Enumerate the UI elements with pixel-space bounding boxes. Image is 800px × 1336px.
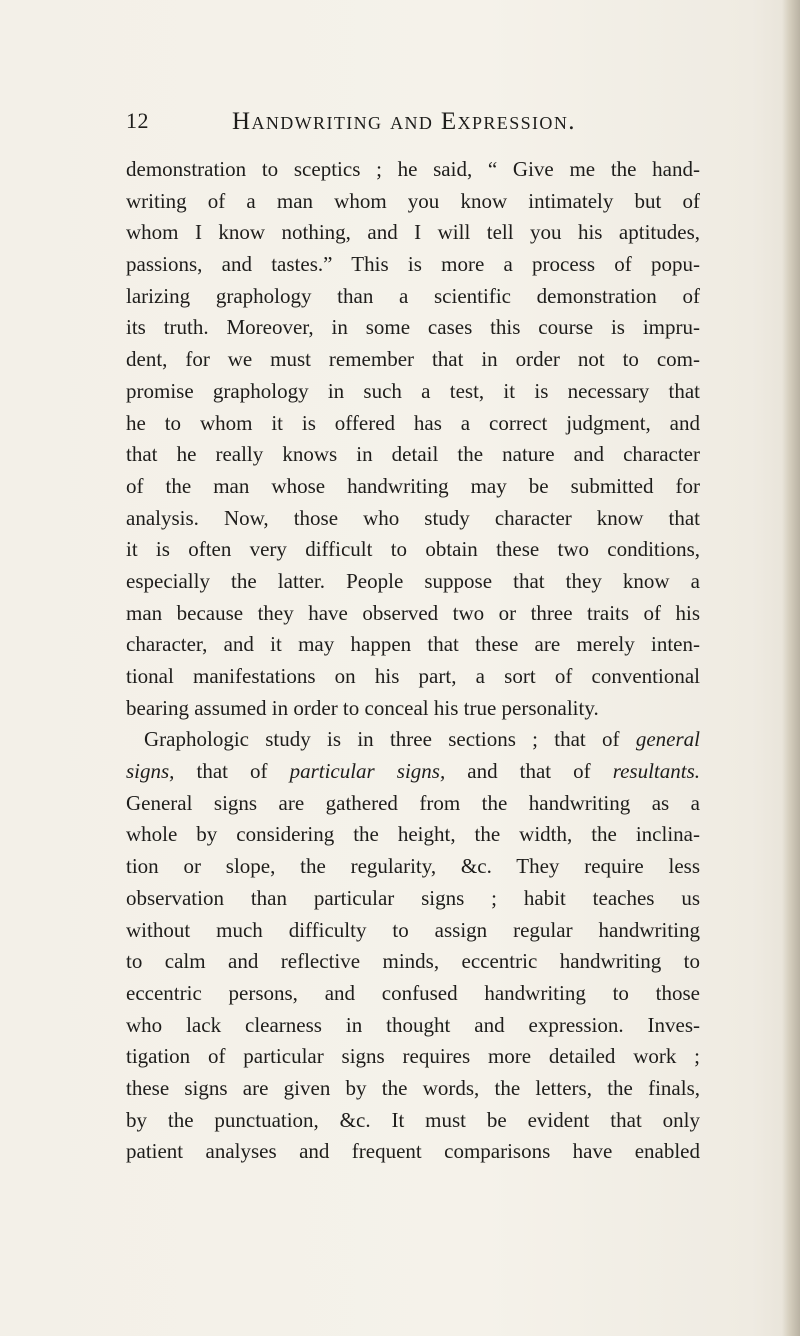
text-line: larizing graphology than a scientific demonstration of [126, 283, 700, 308]
text-line: tigation of particular signs requires more detailed work ; [126, 1044, 700, 1069]
italic-term: resultants. [612, 759, 700, 784]
text-line: patient analyses and frequent comparisons have enabled [126, 1139, 700, 1164]
body-text [126, 154, 700, 1168]
text-line: signs, that of particular signs, and that of resultants. [126, 759, 700, 784]
text-line: by the punctuation, &c. It must be evident that only [126, 1107, 700, 1132]
text-line: to calm and reflective minds, eccentric handwriting to [126, 949, 700, 974]
text-line: character, and it may happen that these are merely inten- [126, 632, 700, 657]
text-line: man because they have observed two or three traits of his [126, 600, 700, 625]
text-line: its truth. Moreover, in some cases this course is impru- [126, 315, 700, 340]
italic-term: general [635, 727, 700, 752]
text-line: passions, and tastes.” This is more a process of popu- [126, 252, 700, 277]
text-line: eccentric persons, and confused handwriting to those [126, 980, 700, 1005]
text-line: tion or slope, the regularity, &c. They require less [126, 854, 700, 879]
page-number: 12 [126, 108, 149, 133]
text-line: whom I know nothing, and I will tell you his aptitudes, [126, 220, 700, 245]
text-line: writing of a man whom you know intimately but of [126, 188, 700, 213]
text-line: that he really knows in detail the nature and character [126, 442, 700, 467]
text-line: without much difficulty to assign regular handwriting [126, 917, 700, 942]
text-line: whole by considering the height, the width, the inclina- [126, 822, 700, 847]
text-line: dent, for we must remember that in order not to com- [126, 347, 700, 372]
text-line: tional manifestations on his part, a sort of conventional [126, 664, 700, 688]
text-line: he to whom it is offered has a correct judgment, and [126, 410, 700, 435]
page-edge-shadow [782, 0, 800, 1336]
italic-term: particular signs, [289, 759, 446, 784]
text-line: analysis. Now, those who study character know that [126, 505, 700, 530]
text-line: Graphologic study is in three sections ; that of general [144, 727, 700, 752]
text-line: observation than particular signs ; habit teaches us [126, 885, 700, 910]
text-line: promise graphology in such a test, it is necessary that [126, 378, 700, 403]
text-line: it is often very difficult to obtain these two conditions, [126, 537, 700, 562]
text-line: General signs are gathered from the handwriting as a [126, 790, 700, 815]
running-head: Handwriting and Expression. [232, 108, 576, 135]
italic-term: signs, [126, 759, 175, 784]
text-line: especially the latter. People suppose that they know a [126, 568, 700, 593]
text-line: these signs are given by the words, the letters, the finals, [126, 1075, 700, 1100]
text-line: who lack clearness in thought and expression. Inves- [126, 1012, 700, 1037]
page-header [126, 108, 686, 148]
text-line: demonstration to sceptics ; he said, “ Give me the hand- [126, 157, 700, 181]
text-line: of the man whose handwriting may be submitted for [126, 473, 700, 498]
text-line: bearing assumed in order to conceal his true personality. [126, 695, 599, 720]
